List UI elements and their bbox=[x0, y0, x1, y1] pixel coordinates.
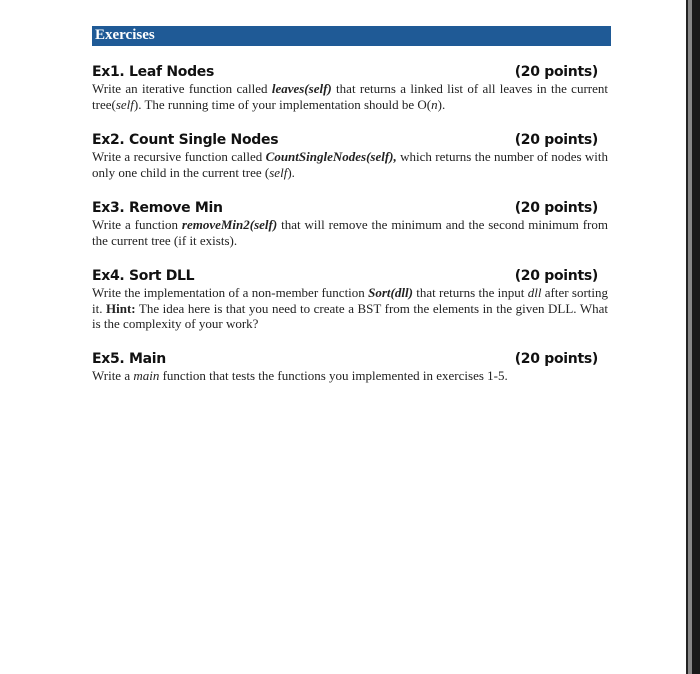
body-text: ). The running time of your implementation should be O( bbox=[133, 96, 432, 112]
body-text: The idea here is that you need to create a BST from the elements in the given DLL. What is the complexity of your work? bbox=[92, 300, 608, 331]
emphasis-text: removeMin2(self) bbox=[181, 217, 278, 232]
emphasis-text: Hint: bbox=[106, 300, 136, 316]
page-edge-border bbox=[686, 0, 700, 674]
exercise-points: (20 points) bbox=[514, 268, 598, 284]
body-text: Write a function bbox=[92, 217, 182, 232]
body-text: Write a recursive function called bbox=[92, 149, 266, 164]
exercise-body bbox=[92, 217, 608, 248]
exercise-title: Ex1. Leaf Nodes bbox=[92, 64, 215, 80]
exercise-body bbox=[92, 149, 608, 180]
exercise-body bbox=[92, 285, 608, 332]
body-text: ). bbox=[287, 164, 295, 180]
emphasis-text: self bbox=[269, 164, 288, 180]
section-banner bbox=[92, 26, 611, 46]
emphasis-text: self bbox=[115, 96, 134, 112]
exercise-1 bbox=[92, 64, 608, 112]
body-text: function that tests the functions you implemented in exercises 1-5. bbox=[159, 368, 508, 383]
body-text: after sorting it. bbox=[92, 285, 609, 316]
emphasis-text: n bbox=[431, 96, 438, 112]
exercise-4 bbox=[92, 268, 608, 332]
body-text: ). bbox=[437, 96, 446, 112]
emphasis-text: Sort(dll) bbox=[368, 285, 413, 300]
body-text: that returns the input bbox=[412, 285, 528, 300]
body-text: Write an iterative function called bbox=[92, 81, 272, 96]
exercise-body bbox=[92, 368, 608, 384]
body-text: Write a bbox=[92, 368, 134, 383]
emphasis-text: leaves(self) bbox=[271, 81, 332, 96]
body-text: that returns a linked list of all leaves in the current tree( bbox=[92, 81, 608, 112]
exercise-title: Ex5. Main bbox=[92, 351, 166, 367]
exercise-5 bbox=[92, 351, 608, 384]
section-title: Exercises bbox=[95, 27, 155, 43]
exercise-title: Ex2. Count Single Nodes bbox=[92, 132, 279, 148]
exercise-points: (20 points) bbox=[514, 200, 598, 216]
exercise-points: (20 points) bbox=[514, 132, 598, 148]
body-text: Write the implementation of a non-member function bbox=[92, 285, 369, 300]
exercise-points: (20 points) bbox=[514, 64, 598, 80]
exercise-title: Ex4. Sort DLL bbox=[92, 268, 195, 284]
emphasis-text: CountSingleNodes(self), bbox=[265, 149, 397, 164]
exercise-body bbox=[92, 81, 608, 112]
emphasis-text: dll bbox=[527, 285, 542, 300]
exercise-points: (20 points) bbox=[514, 351, 598, 367]
emphasis-text: main bbox=[133, 368, 160, 383]
exercise-3 bbox=[92, 200, 608, 248]
exercise-2 bbox=[92, 132, 608, 180]
body-text: that will remove the minimum and the second minimum from the current tree (if it exists). bbox=[92, 217, 608, 248]
exercise-title: Ex3. Remove Min bbox=[92, 200, 223, 216]
body-text: which returns the number of nodes with only one child in the current tree ( bbox=[92, 149, 609, 180]
